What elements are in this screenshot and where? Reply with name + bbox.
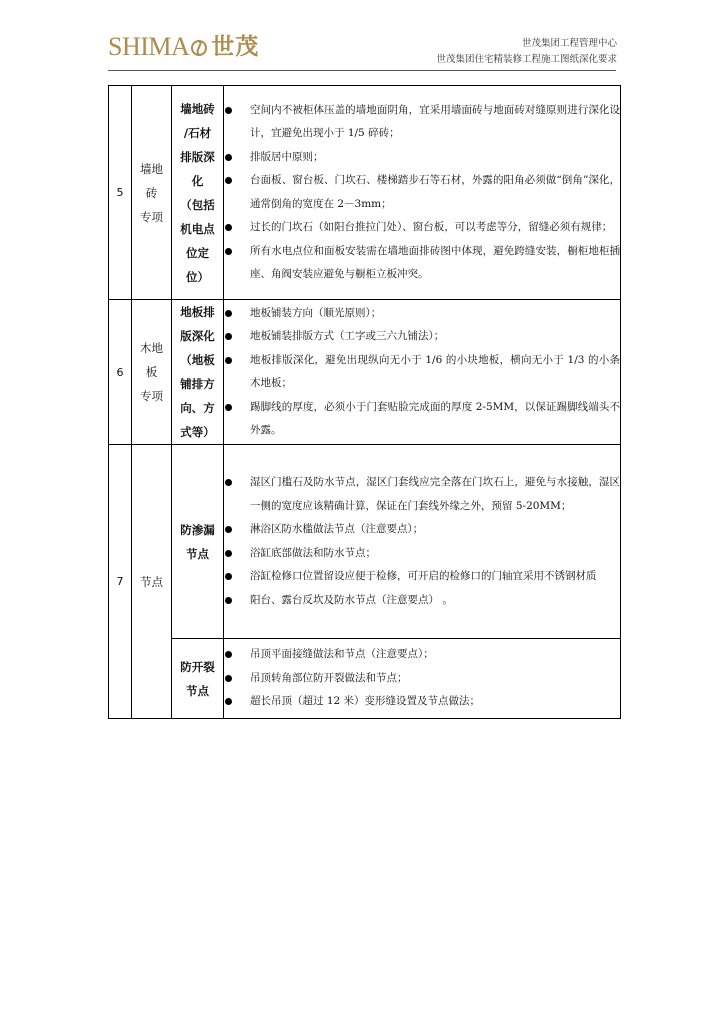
list-item: 踢脚线的厚度，必须小于门套贴脸完成面的厚度 2-5MM，以保证踢脚线端头不外露。: [224, 396, 620, 443]
list-item: 排版居中原则；: [224, 146, 620, 170]
list-item: 浴缸检修口位置留设应便于检修，可开启的检修口的门轴宜采用不锈钢材质: [224, 565, 620, 589]
logo-swirl-icon: [190, 36, 208, 58]
table-row: [109, 86, 621, 300]
row-items: [224, 639, 621, 719]
row-items: [224, 445, 621, 639]
row-number: 6: [109, 300, 132, 445]
requirements-table: [108, 85, 621, 719]
row-category: 木地 板 专项: [132, 300, 172, 445]
table-row: [109, 445, 621, 639]
list-item: 台面板、窗台板、门坎石、楼梯踏步石等石材，外露的阳角必须做“倒角”深化，通常倒角的宽度在 2－3mm；: [224, 169, 620, 216]
logo-wordmark: SHIMA: [108, 32, 190, 61]
list-item: 过长的门坎石（如阳台推拉门处）、窗台板，可以考虑等分，留缝必须有规律；: [224, 216, 620, 240]
row-number: 7: [109, 445, 132, 719]
list-item: 地板铺装方向（顺光原则）；: [224, 302, 620, 326]
list-item: 所有水电点位和面板安装需在墙地面排砖图中体现，避免跨缝安装，橱柜地柜插座、角阀安装应避免与橱柜立板冲突。: [224, 240, 620, 287]
document-header: [436, 36, 617, 68]
row-subsection-title: 地板排 版深化 （地板 铺排方 向、方 式等）: [172, 300, 224, 445]
list-item: 湿区门槛石及防水节点，湿区门套线应完全落在门坎石上，避免与水接触，湿区一侧的宽度应该精确计算，保证在门套线外缘之外，预留 5-20MM；: [224, 471, 620, 518]
row-subsection-title: 墙地砖 /石材 排版深 化 （包括 机电点 位定 位）: [172, 86, 224, 300]
list-item: 浴缸底部做法和防水节点；: [224, 542, 620, 566]
header-org: 世茂集团工程管理中心: [521, 38, 617, 49]
row-subsection-title: 防开裂 节点: [172, 639, 224, 719]
table-row: [109, 300, 621, 445]
header-doc-title: 世茂集团住宅精装修工程施工图纸深化要求: [436, 54, 617, 65]
list-item: 淋浴区防水槛做法节点（注意要点）；: [224, 518, 620, 542]
row-items: [224, 300, 621, 445]
list-item: 吊顶转角部位防开裂做法和节点；: [224, 667, 620, 691]
row-category: 节点: [132, 445, 172, 719]
row-items: [224, 86, 621, 300]
header-divider: [108, 70, 616, 71]
list-item: 超长吊顶（超过 12 米）变形缝设置及节点做法；: [224, 690, 620, 714]
list-item: 空间内不被柜体压盖的墙地面阴角，宜采用墙面砖与地面砖对缝原则进行深化设计，宜避免出现小于 1/5 碎砖；: [224, 99, 620, 146]
row-number: 5: [109, 86, 132, 300]
list-item: 吊顶平面接缝做法和节点（注意要点）；: [224, 643, 620, 667]
table-row: [109, 639, 621, 719]
logo-chinese-name: 世茂: [211, 34, 260, 60]
list-item: 阳台、露台反坎及防水节点（注意要点） 。: [224, 589, 620, 613]
list-item: 地板铺装排版方式（工字或三六九铺法）；: [224, 325, 620, 349]
row-subsection-title: 防渗漏 节点: [172, 445, 224, 639]
list-item: 地板排版深化，避免出现纵向无小于 1/6 的小块地板，横向无小于 1/3 的小条木地板；: [224, 349, 620, 396]
row-category: 墙地 砖 专项: [132, 86, 172, 300]
company-logo: [108, 30, 259, 64]
